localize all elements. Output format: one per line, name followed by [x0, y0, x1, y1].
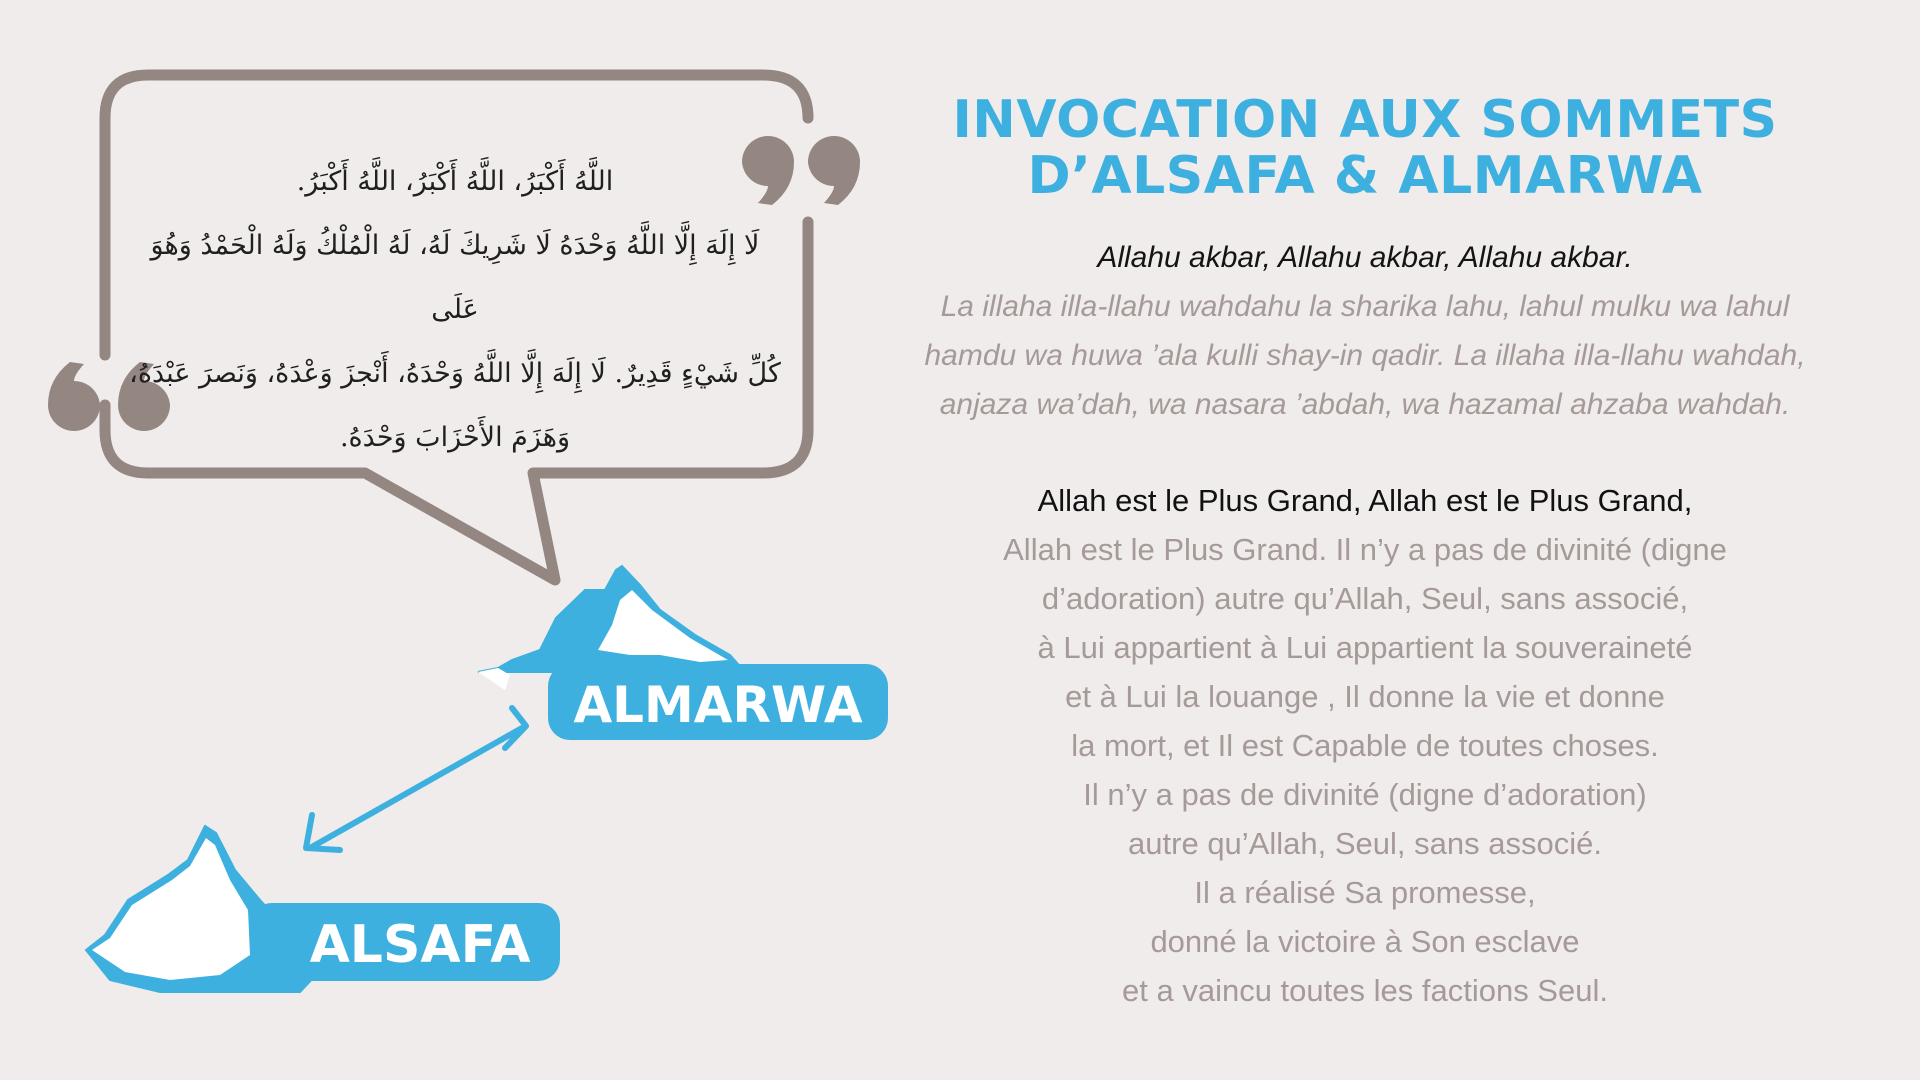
almarwa-mountain — [478, 566, 888, 740]
french-first-line: Allah est le Plus Grand, Allah est le Plus Grand, — [1037, 483, 1693, 518]
double-arrow-icon — [306, 708, 526, 850]
alsafa-label: ALSAFA — [309, 915, 531, 975]
french-line: et a vaincu toutes les factions Seul. — [1122, 973, 1608, 1008]
arabic-line: كُلِّ شَيْءٍ قَدِيرٌ. لَا إِلَهَ إِلَّا اللَّهُ وَحْدَهُ، أَنْجزَ وَعْدَهُ، وَنَصرَ عَبْدَهُ، — [129, 358, 781, 389]
transliteration-block — [880, 233, 1850, 429]
french-line: et à Lui la louange , Il donne la vie et donne — [1065, 679, 1665, 714]
arabic-invocation — [125, 150, 785, 470]
transliteration-line: anjaza wa’dah, wa nasara ’abdah, wa hazamal ahzaba wahdah. — [939, 388, 1791, 421]
arabic-line: وَهَزَمَ الأَحْزَابَ وَحْدَهُ. — [339, 422, 571, 453]
title-line: D’ALSAFA & ALMARWA — [1027, 146, 1703, 206]
french-line: autre qu’Allah, Seul, sans associé. — [1128, 826, 1602, 861]
arabic-line: لَا إِلَهَ إِلَّا اللَّهُ وَحْدَهُ لَا شَرِيكَ لَهُ، لَهُ الْمُلْكُ وَلَهُ الْحَمْدُ وَهُوَ عَلَى — [150, 230, 760, 325]
transliteration-line: La illaha illa-llahu wahdahu la sharika lahu, lahul mulku wa lahul — [940, 290, 1790, 323]
french-line: Il n’y a pas de divinité (digne d’adoration) — [1083, 777, 1647, 812]
french-line: d’adoration) autre qu’Allah, Seul, sans associé, — [1041, 581, 1689, 616]
french-line: la mort, et Il est Capable de toutes choses. — [1071, 728, 1659, 763]
arabic-line: اللَّهُ أَكْبَرُ، اللَّهُ أَكْبَرُ، اللَّهُ أَكْبَرُ. — [296, 166, 614, 197]
transliteration-first-line: Allahu akbar, Allahu akbar, Allahu akbar. — [1097, 241, 1633, 274]
transliteration-line: hamdu wa huwa ’ala kulli shay-in qadir. La illaha illa-llahu wahdah, — [924, 339, 1806, 372]
title-line: INVOCATION AUX SOMMETS — [952, 90, 1778, 150]
french-line: Il a réalisé Sa promesse, — [1194, 875, 1536, 910]
french-translation-block — [880, 476, 1850, 1015]
french-line: à Lui appartient à Lui appartient la souveraineté — [1037, 630, 1693, 665]
french-line: donné la victoire à Son esclave — [1150, 924, 1580, 959]
french-line: Allah est le Plus Grand. Il n’y a pas de divinité (digne — [1003, 532, 1727, 567]
page-title — [930, 92, 1800, 204]
almarwa-label: ALMARWA — [573, 676, 863, 734]
